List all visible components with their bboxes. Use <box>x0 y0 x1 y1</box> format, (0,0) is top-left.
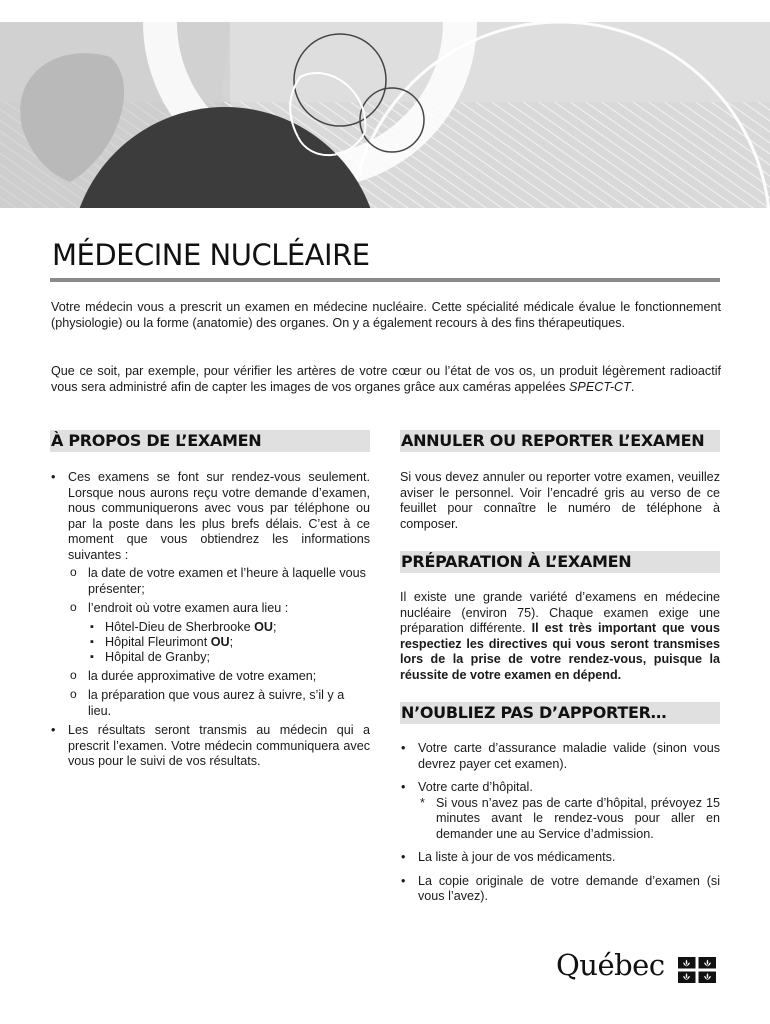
hospital-card-note: * Si vous n’avez pas de carte d’hôpital, prévoyez 15 minutes avant le rendez-vous pour aller en demander une au Service d’admission. <box>420 795 720 841</box>
preparation-text: Il existe une grande variété d’examens en médecine nucléaire (environ 75). Chaque examen exige une préparation différente. Il est très important que vous respectiez les directives qui vous seront transmises lors de la prise de votre rendez-vous, puisque la réussite de votre examen en dépend. <box>400 590 720 682</box>
page-title: MÉDECINE NUCLÉAIRE <box>52 238 370 272</box>
bring-list <box>400 741 720 913</box>
section-heading-apporter: N’OUBLIEZ PAS D’APPORTER… <box>400 702 720 724</box>
asterisk-icon: * <box>420 795 425 810</box>
hospital-item: ▪ Hôpital de Granby; <box>88 650 370 665</box>
list-item: • Les résultats seront transmis au médecin qui a prescrit l’examen. Votre médecin communiquera avec vous pour le suivi de vos résultats. <box>50 723 370 770</box>
list-item: o l’endroit où votre examen aura lieu : ▪ Hôtel-Dieu de Sherbrooke OU; ▪ Hôpital Fleurimont OU; ▪ Hôpital de Granby; <box>68 601 370 665</box>
logo-wordmark: Québec <box>556 948 665 982</box>
list-item: • Ces examens se font sur rendez-vous seulement. Lorsque nous aurons reçu votre demande d’examen, nous communiquerons avec vous par téléphone ou par la poste dans les plus brefs délais. C’est à ce moment que vous obtiendrez les informations suivantes : o la date de votre examen et l’heure à laquelle vous présenter; o l’endroit où votre examen aura lieu : ▪ Hôtel-Dieu de Sherbrooke OU; ▪ Hôpital Fleurimont OU; ▪ Hôpital de Granby; o la durée approximative de votre examen; o la préparation que vous aurez à suivre, s’il y a lieu. <box>50 470 370 719</box>
list-item: o la durée approximative de votre examen; <box>68 669 370 685</box>
quebec-logo <box>556 948 721 992</box>
list-item: o la préparation que vous aurez à suivre, s’il y a lieu. <box>68 688 370 719</box>
apropos-section <box>50 470 370 770</box>
list-item: o la date de votre examen et l’heure à laquelle vous présenter; <box>68 566 370 597</box>
section-heading-preparation: PRÉPARATION À L’EXAMEN <box>400 551 720 573</box>
fleur-de-lis-flag-icon <box>678 957 716 983</box>
header-banner <box>0 22 770 208</box>
title-rule <box>50 278 720 282</box>
section-heading-annuler: ANNULER OU REPORTER L’EXAMEN <box>400 430 720 452</box>
spect-ct-term: SPECT-CT <box>569 379 631 394</box>
list-item: • Votre carte d’assurance maladie valide (sinon vous devrez payer cet examen). <box>400 741 720 772</box>
annuler-text: Si vous devez annuler ou reporter votre examen, veuillez aviser le personnel. Voir l’encadré gris au verso de ce feuillet pour connaître le numéro de téléphone à composer. <box>400 470 720 531</box>
list-item: • Votre carte d’hôpital. * Si vous n’avez pas de carte d’hôpital, prévoyez 15 minutes avant le rendez-vous pour aller en demander une au Service d’admission. <box>400 780 720 842</box>
section-heading-apropos: À PROPOS DE L’EXAMEN <box>50 430 370 452</box>
hospital-item: ▪ Hôtel-Dieu de Sherbrooke OU; <box>88 620 370 635</box>
intro-paragraph-1: Votre médecin vous a prescrit un examen en médecine nucléaire. Cette spécialité médicale évalue le fonctionnement (physiologie) ou la forme (anatomie) des organes. On y a également recours à des fins thérapeutiques. <box>51 300 721 330</box>
intro-paragraph-2: Que ce soit, par exemple, pour vérifier les artères de votre cœur ou l’état de vos os, un produit légèrement radioactif vous sera administré afin de capter les images de vos organes grâce aux caméras appelées SPECT-CT. <box>51 364 721 394</box>
preparation-important-note: Il est très important que vous respectiez les directives qui vous seront transmises lors de la prise de votre rendez-vous, puisque la réussite de votre examen en dépend. <box>400 621 720 682</box>
list-item: • La liste à jour de vos médicaments. <box>400 850 720 866</box>
list-item: • La copie originale de votre demande d’examen (si vous l’avez). <box>400 874 720 905</box>
hospital-item: ▪ Hôpital Fleurimont OU; <box>88 635 370 650</box>
